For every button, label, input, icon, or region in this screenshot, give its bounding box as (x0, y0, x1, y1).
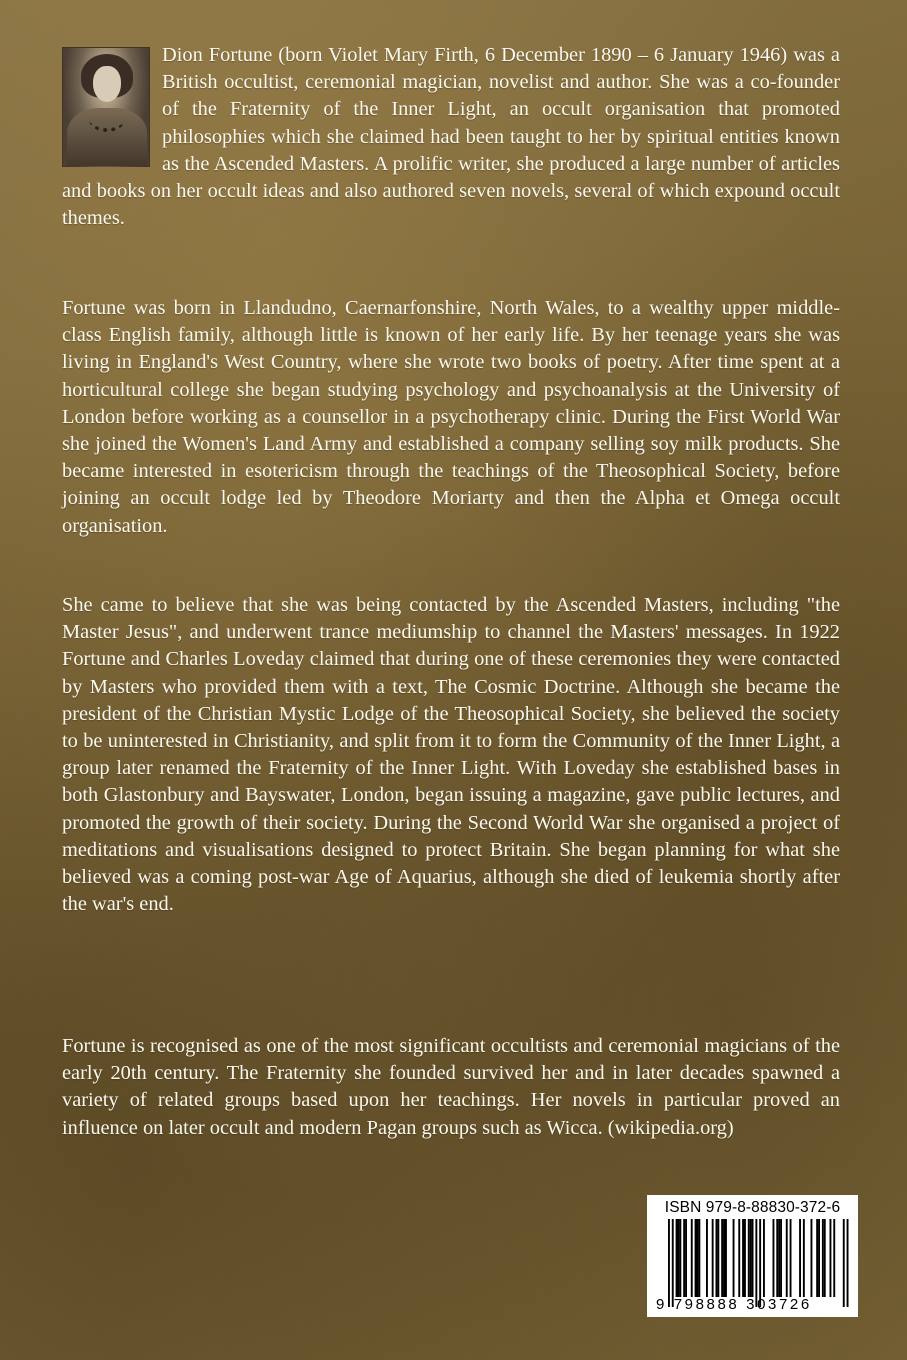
barcode-bar (683, 1219, 685, 1297)
barcode-guard-bar (759, 1219, 761, 1307)
barcode-bar (816, 1219, 818, 1297)
barcode-bar (706, 1219, 708, 1297)
barcode-bar (738, 1219, 740, 1297)
bio-paragraph-3: She came to believe that she was being contacted by the Ascended Masters, including "the Master Jesus", and underwent trance mediumship to channel the Masters' messages. In 1922 Fortune and Charles Loveday claimed that during one of these ceremonies they were contacted by Masters who provided them with a text, The Cosmic Doctrine. Although she became the president of the Christian Mystic Lodge of the Theosophical Society, she believed the society to be uninterested in Christianity, and split from it to form the Community of the Inner Light, a group later renamed the Fraternity of the Inner Light. With Loveday she established bases in both Glastonbury and Bayswater, London, began issuing a magazine, gave public lectures, and promoted the growth of their society. During the Second World War she organised a project of meditations and visualisations designed to protect Britain. She began planning for what she believed was a coming post-war Age of Aquarius, although she died of leukemia shortly after the war's end. (62, 594, 840, 916)
barcode-bar (773, 1219, 775, 1297)
barcode-bar (691, 1219, 693, 1297)
isbn-barcode (647, 1195, 858, 1317)
barcode-bar (698, 1219, 700, 1297)
barcode-bar (818, 1219, 820, 1297)
barcode-bar (833, 1219, 835, 1297)
barcode-digits: 9 798888 303726 (656, 1296, 812, 1313)
barcode-bar (744, 1219, 746, 1297)
barcode-guard-bar (843, 1219, 845, 1307)
barcode-bar (742, 1219, 744, 1297)
barcode-bars-area (654, 1219, 851, 1315)
barcode-bar (678, 1219, 680, 1297)
barcode-bar (824, 1219, 826, 1297)
barcode-bar (733, 1219, 735, 1297)
isbn-label: ISBN 979-8-88830-372-6 (664, 1199, 841, 1216)
barcode-bar (778, 1219, 780, 1297)
barcode-bar (679, 1219, 681, 1297)
portrait-face (93, 66, 121, 102)
barcode-bar (790, 1219, 792, 1297)
barcode-bar (776, 1219, 778, 1297)
bio-paragraph-1 (62, 42, 840, 232)
barcode-bar (676, 1219, 678, 1297)
barcode-bar (803, 1219, 805, 1297)
barcode-bar (750, 1219, 752, 1297)
barcode-bar (822, 1219, 824, 1297)
barcode-bar (695, 1219, 697, 1297)
barcode-bar (752, 1219, 754, 1297)
barcode-bar (697, 1219, 699, 1297)
barcode-bar (712, 1219, 714, 1297)
barcode-bar (717, 1219, 719, 1297)
author-portrait-icon (62, 47, 150, 167)
bio-paragraph-2: Fortune was born in Llandudno, Caernarfonshire, North Wales, to a wealthy upper middle-class English family, although little is known of her early life. By her teenage years she was living in England's West Country, where she wrote two books of poetry. After time spent at a horticultural college she began studying psychology and psychoanalysis at the University of London before working as a counsellor in a psychotherapy clinic. During the First World War she joined the Women's Land Army and established a company selling soy milk products. She became interested in esotericism through the teachings of the Theosophical Society, before joining an occult lodge led by Theodore Moriarty and then the Alpha et Omega occult organisation. (62, 297, 840, 537)
barcode-bar (716, 1219, 718, 1297)
barcode-bar (786, 1219, 788, 1297)
barcode-bar (721, 1219, 723, 1297)
barcode-bar (725, 1219, 727, 1297)
barcode-bar (723, 1219, 725, 1297)
barcode-guard-bar (847, 1219, 849, 1307)
barcode-bar (799, 1219, 801, 1297)
barcode-bar (811, 1219, 813, 1297)
bio-paragraph-1-text: Dion Fortune (born Violet Mary Firth, 6 December 1890 – 6 January 1946) was a British occultist, ceremonial magician, novelist and author. She was a co-founder of the Fraternity of the Inner Light, an occult organisation that promoted philosophies which she claimed had been taught to her by spiritual entities known as the Ascended Masters. A prolific writer, she produced a large number of articles and books on her occult ideas and also authored seven novels, several of which expound occult themes. (62, 44, 840, 230)
barcode-bar (780, 1219, 782, 1297)
barcode-bar (830, 1219, 832, 1297)
barcode-guard-bar (672, 1219, 674, 1307)
barcode-bar (763, 1219, 765, 1297)
barcode-guard-bar (755, 1219, 757, 1307)
barcode-bar (748, 1219, 750, 1297)
portrait-necklace (89, 106, 125, 132)
barcode-guard-bar (668, 1219, 670, 1307)
barcode-bar (685, 1219, 687, 1297)
bio-paragraph-4: Fortune is recognised as one of the most significant occultists and ceremonial magicians of the early 20th century. The Fraternity she founded survived her and in later decades spawned a variety of related groups based upon her teachings. Her novels in particular proved an influence on later occult and modern Pagan groups such as Wicca. (wikipedia.org) (62, 1035, 840, 1139)
